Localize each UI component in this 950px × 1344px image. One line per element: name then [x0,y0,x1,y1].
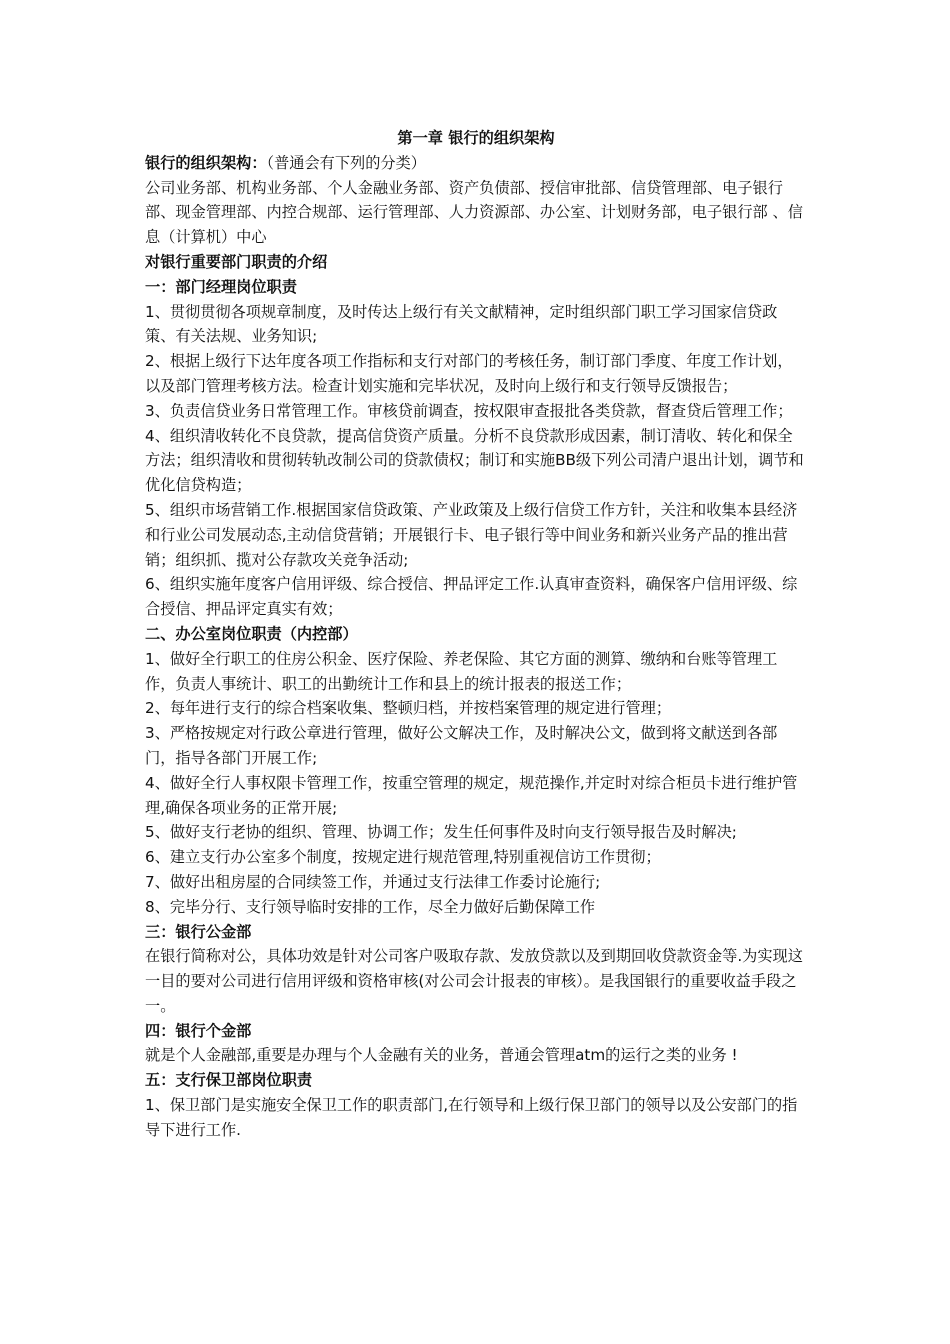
section4-text: 就是个人金融部,重要是办理与个人金融有关的业务，普通会管理atm的运行之类的业务 ! [145,1046,738,1065]
chapter-title: 第一章 银行的组织架构 [397,129,555,147]
section3-heading: 三：银行公金部 [145,922,252,941]
section1-item: 4、组织清收转化不良贷款，提高信贷资产质量。分析不良贷款形成因素，制订清收、转化和保全方法；组织清收和贯彻转轨改制公司的贷款债权；制订和实施BB级下列公司清户退出计划，调节和优化信贷构造； [145,426,804,495]
intro-section-heading: 对银行重要部门职责的介绍 [145,252,328,271]
section1-item: 2、根据上级行下达年度各项工作指标和支行对部门的考核任务，制订部门季度、年度工作计划，以及部门管理考核方法。检查计划实施和完毕状况，及时向上级行和支行领导反馈报告； [145,352,793,395]
section5-heading: 五：支行保卫部岗位职责 [145,1071,313,1090]
section4-heading: 四：银行个金部 [145,1021,252,1040]
section2-item: 3、严格按规定对行政公章进行管理，做好公文解决工作，及时解决公文，做到将文献送到各部门，指导各部门开展工作; [145,724,778,767]
intro-line [145,151,807,176]
section2-item: 2、每年进行支行的综合档案收集、整顿归档，并按档案管理的规定进行管理； [145,699,672,718]
intro-note: （普通会有下列的分类） [266,153,426,172]
departments-list: 公司业务部、机构业务部、个人金融业务部、资产负债部、授信审批部、信贷管理部、电子银行部、现金管理部、内控合规部、运行管理部、人力资源部、办公室、计划财务部，电子银行部 、信息（计算机）中心 [145,178,803,247]
section2-item: 4、做好全行人事权限卡管理工作，按重空管理的规定，规范操作,并定时对综合柜员卡进行维护管理,确保各项业务的正常开展; [145,773,798,817]
section2-item: 6、建立支行办公室多个制度，按规定进行规范管理,特别重视信访工作贯彻； [145,848,661,867]
section1-item: 1、贯彻贯彻各项规章制度，及时传达上级行有关文献精神，定时组织部门职工学习国家信贷政策、有关法规、业务知识; [145,302,778,346]
section2-item: 5、做好支行老协的组织、管理、协调工作；发生任何事件及时向支行领导报告及时解决; [145,823,737,842]
section2-heading: 二、办公室岗位职责（内控部） [145,624,358,643]
document-body [145,126,807,1143]
section2-item: 8、完毕分行、支行领导临时安排的工作，尽全力做好后勤保障工作 [145,897,596,916]
section1-item: 6、组织实施年度客户信用评级、综合授信、押品评定工作.认真审查资料，确保客户信用评级、综合授信、押品评定真实有效； [145,575,798,619]
section3-text: 在银行简称对公，具体功效是针对公司客户吸取存款、发放贷款以及到期回收贷款资金等.为实现这一目的要对公司进行信用评级和资格审核(对公司会计报表的审核）。是我国银行的重要收益手段之一。 [145,947,803,1015]
section2-item: 1、做好全行职工的住房公积金、医疗保险、养老保险、其它方面的测算、缴纳和台账等管理工作，负责人事统计、职工的出勤统计工作和县上的统计报表的报送工作； [145,649,778,693]
section5-item: 1、保卫部门是实施安全保卫工作的职责部门,在行领导和上级行保卫部门的领导以及公安部门的指导下进行工作. [145,1096,798,1139]
section1-item: 5、组织市场营销工作.根据国家信贷政策、产业政策及上级行信贷工作方针，关注和收集本县经济和行业公司发展动态,主动信贷营销；开展银行卡、电子银行等中间业务和新兴业务产品的推出营销；组织抓、揽对公存款攻关竞争活动; [145,500,798,569]
section1-item: 3、负责信贷业务日常管理工作。审核贷前调查，按权限审查报批各类贷款，督查贷后管理工作； [145,401,793,420]
intro-heading: 银行的组织架构： [145,153,267,172]
section1-heading: 一：部门经理岗位职责 [145,277,297,296]
section2-item: 7、做好出租房屋的合同续签工作，并通过支行法律工作委讨论施行; [145,872,601,891]
